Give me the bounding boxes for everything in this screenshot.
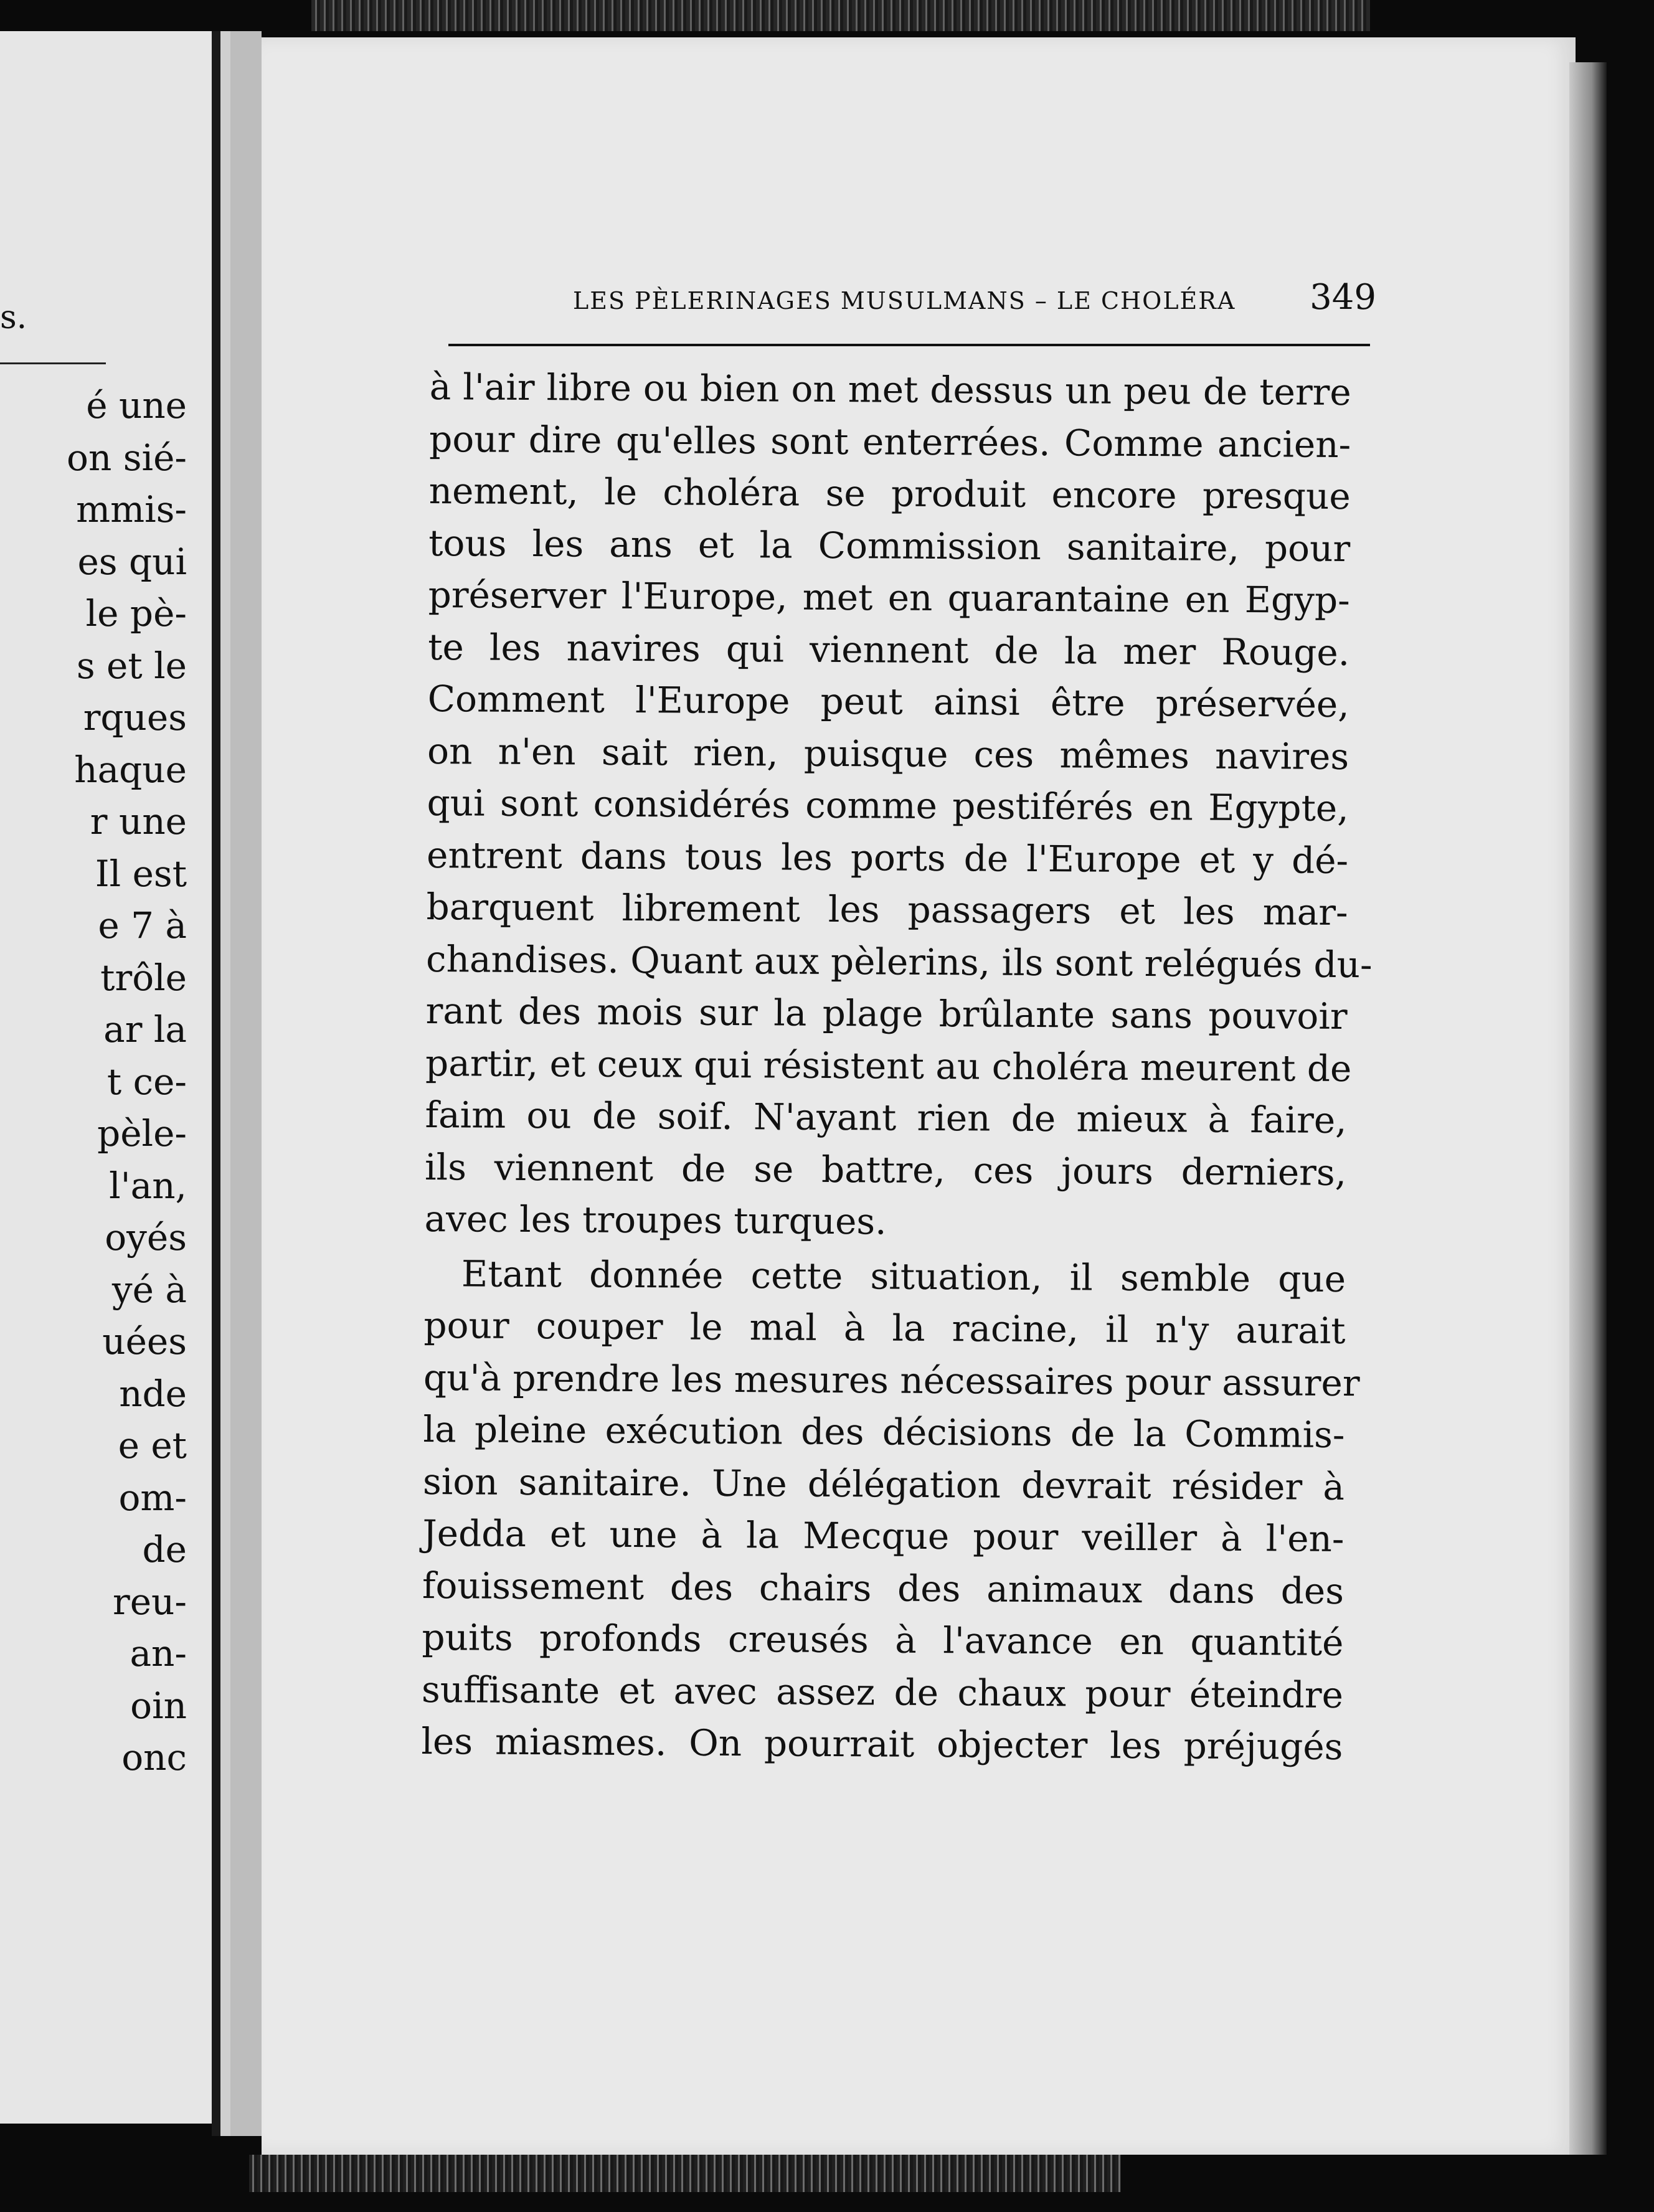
left-line: e et: [118, 1424, 187, 1467]
text-line: les miasmes. On pourrait objecter les préjugés: [421, 1719, 1343, 1768]
running-title: LES PÈLERINAGES MUSULMANS – LE CHOLÉRA: [573, 287, 1236, 314]
text-line: pour dire qu'elles sont enterrées. Comme ancien-: [429, 417, 1351, 466]
left-line: Il est: [95, 852, 187, 895]
book-gutter: [212, 31, 262, 2136]
left-line: haque: [74, 748, 187, 791]
left-page: [0, 31, 220, 2124]
left-line: uées: [102, 1320, 187, 1363]
left-line: l'an,: [109, 1164, 187, 1207]
left-line: om-: [118, 1476, 187, 1519]
header-rule: [448, 344, 1370, 346]
left-line: nde: [119, 1372, 187, 1415]
left-line: oin: [130, 1684, 187, 1727]
left-line: on sié-: [67, 436, 187, 479]
left-line: le pè-: [85, 592, 187, 635]
text-line: fouissement des chairs des animaux dans des: [422, 1564, 1344, 1612]
text-line: Etant donnée cette situation, il semble que: [461, 1252, 1346, 1300]
text-line: Jedda et une à la Mecque pour veiller à l'en-: [422, 1511, 1344, 1561]
body-text: [421, 361, 1373, 1773]
text-line: à l'air libre ou bien on met dessus un peu de terre: [429, 365, 1351, 414]
text-line: sion sanitaire. Une délégation devrait résider à: [422, 1460, 1345, 1508]
left-line: reu-: [112, 1580, 187, 1623]
text-line: avec les troupes turques.: [424, 1197, 887, 1243]
text-line: qui sont considérés comme pestiférés en Egypte,: [427, 781, 1349, 830]
text-line: suffisante et avec assez de chaux pour éteindre: [421, 1668, 1344, 1716]
text-line: Comment l'Europe peut ainsi être préservée,: [427, 677, 1349, 726]
left-page-header-rule: [0, 362, 106, 364]
left-line: de: [142, 1528, 187, 1571]
left-line: s et le: [76, 644, 187, 687]
left-line: e 7 à: [98, 904, 187, 947]
left-page-header-fragment: s.: [0, 299, 27, 336]
text-line: la pleine exécution des décisions de la Commis-: [423, 1407, 1345, 1457]
left-line: ar la: [103, 1008, 187, 1051]
text-line: nement, le choléra se produit encore presque: [428, 469, 1351, 518]
text-line: puits profonds creusés à l'avance en quantité: [422, 1615, 1344, 1665]
text-line: rant des mois sur la plage brûlante sans pouvoir: [425, 989, 1348, 1038]
text-line: te les navires qui viennent de la mer Rouge.: [427, 625, 1350, 674]
left-line: mmis-: [76, 488, 187, 531]
text-line: tous les ans et la Commission sanitaire, pour: [428, 521, 1351, 570]
bottom-binding-edge: [249, 2155, 1121, 2192]
text-line: barquent librement les passagers et les mar-: [426, 885, 1348, 934]
text-line: faim ou de soif. N'ayant rien de mieux à faire,: [425, 1093, 1347, 1142]
page-number: 349: [1310, 277, 1376, 318]
text-line: ils viennent de se battre, ces jours derniers,: [424, 1145, 1347, 1194]
left-line: t ce-: [106, 1060, 187, 1103]
left-line: é une: [86, 384, 187, 427]
left-line: rques: [83, 696, 187, 739]
left-page-text: [67, 380, 187, 1784]
text-line: partir, et ceux qui résistent au choléra meurent de: [425, 1041, 1352, 1090]
left-line: pèle-: [97, 1112, 187, 1155]
left-line: oyés: [105, 1216, 187, 1259]
running-head: [311, 277, 1376, 318]
text-line: on n'en sait rien, puisque ces mêmes navires: [427, 729, 1349, 778]
left-line: es qui: [77, 540, 187, 583]
text-line: entrent dans tous les ports de l'Europe et y dé-: [426, 833, 1349, 882]
top-binding-edge: [311, 0, 1370, 31]
text-line: préserver l'Europe, met en quarantaine en Egyp-: [428, 573, 1350, 622]
text-line: pour couper le mal à la racine, il n'y aurait: [423, 1303, 1346, 1353]
left-line: trôle: [100, 956, 187, 999]
text-line: chandises. Quant aux pèlerins, ils sont relégués du-: [425, 937, 1373, 986]
left-line: r une: [90, 800, 187, 843]
left-line: yé à: [111, 1268, 187, 1311]
page-edge: [1569, 62, 1607, 2155]
text-line: qu'à prendre les mesures nécessaires pour assurer: [423, 1356, 1360, 1404]
left-line: an-: [130, 1632, 187, 1675]
left-line: onc: [121, 1736, 187, 1779]
